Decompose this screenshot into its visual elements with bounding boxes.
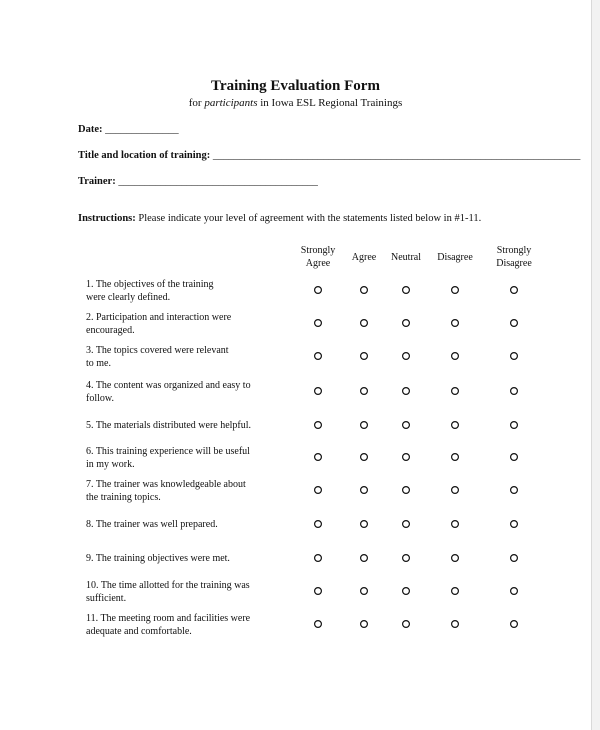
radio-q9-strongly-disagree[interactable] bbox=[510, 554, 519, 563]
radio-q11-neutral[interactable] bbox=[402, 620, 411, 629]
radio-q7-strongly-disagree[interactable] bbox=[510, 486, 519, 495]
radio-circle-icon bbox=[402, 587, 411, 596]
radio-q8-strongly-agree[interactable] bbox=[314, 520, 323, 529]
radio-q3-agree[interactable] bbox=[360, 352, 369, 361]
column-header-agree bbox=[352, 251, 376, 264]
radio-circle-icon bbox=[451, 387, 460, 396]
question-text-line1: 5. The materials distributed were helpful. bbox=[86, 420, 252, 431]
radio-circle-icon bbox=[402, 520, 411, 529]
radio-q7-agree[interactable] bbox=[360, 486, 369, 495]
radio-q10-neutral[interactable] bbox=[402, 587, 411, 596]
radio-q8-neutral[interactable] bbox=[402, 520, 411, 529]
radio-circle-icon bbox=[402, 486, 411, 495]
radio-circle-icon bbox=[314, 486, 323, 495]
radio-q11-disagree[interactable] bbox=[451, 620, 460, 629]
radio-q10-disagree[interactable] bbox=[451, 587, 460, 596]
radio-circle-icon bbox=[360, 486, 369, 495]
question-4 bbox=[86, 379, 291, 405]
radio-circle-icon bbox=[510, 453, 519, 462]
radio-q4-neutral[interactable] bbox=[402, 387, 411, 396]
question-text-line2: adequate and comfortable. bbox=[86, 626, 192, 637]
question-text-line1: 1. The objectives of the training bbox=[86, 279, 214, 290]
radio-circle-icon bbox=[451, 620, 460, 629]
instructions bbox=[78, 213, 481, 224]
question-text-line2: sufficient. bbox=[86, 593, 127, 604]
question-1 bbox=[86, 278, 291, 304]
radio-circle-icon bbox=[402, 620, 411, 629]
column-header-line1: Strongly bbox=[300, 245, 336, 256]
radio-circle-icon bbox=[451, 453, 460, 462]
radio-circle-icon bbox=[510, 620, 519, 629]
question-11 bbox=[86, 612, 291, 638]
radio-q2-strongly-disagree[interactable] bbox=[510, 319, 519, 328]
subtitle-suffix: in Iowa ESL Regional Trainings bbox=[257, 97, 403, 109]
radio-circle-icon bbox=[510, 352, 519, 361]
radio-q3-neutral[interactable] bbox=[402, 352, 411, 361]
question-8 bbox=[86, 518, 291, 531]
radio-q4-disagree[interactable] bbox=[451, 387, 460, 396]
radio-circle-icon bbox=[451, 286, 460, 295]
column-header-line1: Neutral bbox=[391, 252, 421, 263]
radio-circle-icon bbox=[510, 387, 519, 396]
radio-circle-icon bbox=[510, 587, 519, 596]
question-text-line1: 3. The topics covered were relevant bbox=[86, 345, 229, 356]
question-text-line2: encouraged. bbox=[86, 325, 135, 336]
subtitle-italic: participants bbox=[204, 97, 258, 109]
radio-circle-icon bbox=[360, 587, 369, 596]
title-location-label: Title and location of training: bbox=[78, 150, 211, 161]
radio-q11-agree[interactable] bbox=[360, 620, 369, 629]
radio-circle-icon bbox=[314, 554, 323, 563]
radio-q6-neutral[interactable] bbox=[402, 453, 411, 462]
radio-q8-agree[interactable] bbox=[360, 520, 369, 529]
radio-circle-icon bbox=[360, 387, 369, 396]
radio-circle-icon bbox=[402, 286, 411, 295]
radio-q11-strongly-disagree[interactable] bbox=[510, 620, 519, 629]
radio-q6-disagree[interactable] bbox=[451, 453, 460, 462]
radio-q10-strongly-agree[interactable] bbox=[314, 587, 323, 596]
radio-q9-neutral[interactable] bbox=[402, 554, 411, 563]
question-text-line2: were clearly defined. bbox=[86, 292, 171, 303]
instructions-text: Please indicate your level of agreement with the statements listed below in #1-11. bbox=[138, 213, 482, 224]
subtitle-prefix: for bbox=[188, 97, 205, 109]
column-header-strongly-disagree bbox=[496, 244, 532, 270]
radio-circle-icon bbox=[360, 319, 369, 328]
radio-circle-icon bbox=[510, 486, 519, 495]
trainer-field bbox=[78, 176, 318, 187]
instructions-label: Instructions: bbox=[78, 213, 136, 224]
question-2 bbox=[86, 311, 291, 337]
radio-circle-icon bbox=[451, 421, 460, 430]
question-text-line1: 8. The trainer was well prepared. bbox=[86, 519, 218, 530]
radio-q7-strongly-agree[interactable] bbox=[314, 486, 323, 495]
radio-circle-icon bbox=[314, 587, 323, 596]
question-text-line2: to me. bbox=[86, 358, 111, 369]
title-location-field bbox=[78, 150, 580, 161]
radio-q1-agree[interactable] bbox=[360, 286, 369, 295]
radio-circle-icon bbox=[451, 352, 460, 361]
trainer-label: Trainer: bbox=[78, 176, 116, 187]
radio-q11-strongly-agree[interactable] bbox=[314, 620, 323, 629]
radio-circle-icon bbox=[451, 319, 460, 328]
radio-q8-strongly-disagree[interactable] bbox=[510, 520, 519, 529]
radio-circle-icon bbox=[314, 620, 323, 629]
radio-q1-neutral[interactable] bbox=[402, 286, 411, 295]
radio-q5-strongly-disagree[interactable] bbox=[510, 421, 519, 430]
radio-circle-icon bbox=[402, 421, 411, 430]
radio-circle-icon bbox=[360, 421, 369, 430]
radio-q7-neutral[interactable] bbox=[402, 486, 411, 495]
radio-circle-icon bbox=[510, 286, 519, 295]
date-label: Date: bbox=[78, 124, 103, 135]
radio-circle-icon bbox=[314, 387, 323, 396]
radio-circle-icon bbox=[314, 352, 323, 361]
radio-q8-disagree[interactable] bbox=[451, 520, 460, 529]
column-header-line2: Agree bbox=[305, 258, 331, 269]
question-text-line1: 2. Participation and interaction were bbox=[86, 312, 232, 323]
radio-circle-icon bbox=[451, 554, 460, 563]
question-3 bbox=[86, 344, 291, 370]
radio-q6-agree[interactable] bbox=[360, 453, 369, 462]
question-text-line1: 11. The meeting room and facilities were bbox=[86, 613, 251, 624]
radio-q1-strongly-disagree[interactable] bbox=[510, 286, 519, 295]
date-field bbox=[78, 124, 179, 135]
column-header-neutral bbox=[391, 251, 421, 264]
radio-q4-agree[interactable] bbox=[360, 387, 369, 396]
radio-circle-icon bbox=[402, 554, 411, 563]
radio-circle-icon bbox=[314, 453, 323, 462]
question-text-line1: 10. The time allotted for the training was bbox=[86, 580, 250, 591]
column-header-line1: Agree bbox=[351, 252, 377, 263]
radio-q5-strongly-agree[interactable] bbox=[314, 421, 323, 430]
column-header-line1: Disagree bbox=[437, 252, 473, 263]
question-text-line2: the training topics. bbox=[86, 492, 161, 503]
radio-circle-icon bbox=[451, 520, 460, 529]
radio-circle-icon bbox=[510, 554, 519, 563]
radio-circle-icon bbox=[360, 520, 369, 529]
question-text-line1: 4. The content was organized and easy to bbox=[86, 380, 251, 391]
title-location-blank[interactable]: ______________________________________________________________________ bbox=[212, 150, 581, 161]
question-7 bbox=[86, 478, 291, 504]
radio-circle-icon bbox=[402, 387, 411, 396]
radio-circle-icon bbox=[451, 486, 460, 495]
radio-circle-icon bbox=[360, 554, 369, 563]
radio-q10-agree[interactable] bbox=[360, 587, 369, 596]
radio-circle-icon bbox=[510, 520, 519, 529]
question-text-line1: 7. The trainer was knowledgeable about bbox=[86, 479, 246, 490]
radio-circle-icon bbox=[314, 286, 323, 295]
radio-circle-icon bbox=[510, 421, 519, 430]
trainer-blank[interactable]: ______________________________________ bbox=[118, 176, 318, 187]
radio-circle-icon bbox=[314, 319, 323, 328]
radio-circle-icon bbox=[451, 587, 460, 596]
radio-q6-strongly-agree[interactable] bbox=[314, 453, 323, 462]
question-text-line1: 9. The training objectives were met. bbox=[86, 553, 230, 564]
radio-circle-icon bbox=[402, 319, 411, 328]
radio-q9-strongly-agree[interactable] bbox=[314, 554, 323, 563]
radio-q6-strongly-disagree[interactable] bbox=[510, 453, 519, 462]
question-text-line2: in my work. bbox=[86, 459, 135, 470]
question-text-line1: 6. This training experience will be useful bbox=[86, 446, 250, 457]
question-10 bbox=[86, 579, 291, 605]
radio-q9-disagree[interactable] bbox=[451, 554, 460, 563]
radio-circle-icon bbox=[360, 352, 369, 361]
column-header-line1: Strongly bbox=[496, 245, 532, 256]
radio-q5-agree[interactable] bbox=[360, 421, 369, 430]
question-text-line2: follow. bbox=[86, 393, 114, 404]
radio-q2-agree[interactable] bbox=[360, 319, 369, 328]
radio-q4-strongly-agree[interactable] bbox=[314, 387, 323, 396]
radio-q2-neutral[interactable] bbox=[402, 319, 411, 328]
radio-q1-strongly-agree[interactable] bbox=[314, 286, 323, 295]
radio-q1-disagree[interactable] bbox=[451, 286, 460, 295]
column-header-line2: Disagree bbox=[496, 258, 532, 269]
column-header-strongly-agree bbox=[301, 244, 335, 270]
form-subtitle bbox=[0, 97, 591, 109]
radio-circle-icon bbox=[314, 421, 323, 430]
date-blank[interactable]: ______________ bbox=[105, 124, 179, 135]
radio-circle-icon bbox=[314, 520, 323, 529]
question-6 bbox=[86, 445, 291, 471]
question-9 bbox=[86, 552, 291, 565]
radio-q5-neutral[interactable] bbox=[402, 421, 411, 430]
radio-q10-strongly-disagree[interactable] bbox=[510, 587, 519, 596]
radio-circle-icon bbox=[402, 453, 411, 462]
radio-q3-disagree[interactable] bbox=[451, 352, 460, 361]
radio-q3-strongly-agree[interactable] bbox=[314, 352, 323, 361]
radio-circle-icon bbox=[360, 620, 369, 629]
radio-q2-strongly-agree[interactable] bbox=[314, 319, 323, 328]
radio-q7-disagree[interactable] bbox=[451, 486, 460, 495]
radio-circle-icon bbox=[360, 286, 369, 295]
radio-circle-icon bbox=[360, 453, 369, 462]
radio-q4-strongly-disagree[interactable] bbox=[510, 387, 519, 396]
radio-circle-icon bbox=[510, 319, 519, 328]
radio-q9-agree[interactable] bbox=[360, 554, 369, 563]
radio-circle-icon bbox=[402, 352, 411, 361]
radio-q5-disagree[interactable] bbox=[451, 421, 460, 430]
form-title: Training Evaluation Form bbox=[211, 78, 380, 94]
column-header-disagree bbox=[437, 251, 473, 264]
question-5 bbox=[86, 419, 291, 432]
radio-q2-disagree[interactable] bbox=[451, 319, 460, 328]
radio-q3-strongly-disagree[interactable] bbox=[510, 352, 519, 361]
